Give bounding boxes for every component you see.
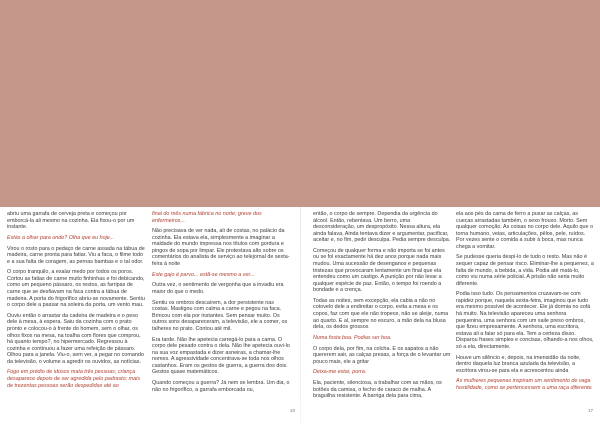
body-paragraph: ela aos pés da cama de ferro a puxar as calças, as cuecas arrastadas também, o sexo frouxo. Morto. Sem qualquer comoção. As coisas no corpo dele. Aquilo que o torna humano, veias, articulações, pêlos, pele, ruídos. Por vezes sente o comida a subir à boca, mas nunca chega a vomitar.: [456, 211, 593, 250]
article-spread: [0, 211, 600, 424]
pull-quote-paragraph: Este gajo é parvo... estã-se mesmo a ver...: [152, 271, 255, 278]
body-paragraph: Podia isso tudo. Os pensamentos cruzavam-se com rapidez porque, naquela sexta-feira, imaginou que tudo era mesmo possível de acontecer. Ele já dormia no sofá há muito. Na televisão apareceu uma senhora pequenina, uma senhora com um xaile preso ombros, que fizeu empresamente. A senhora, uma escritora, estava ali a falar só para ela. Tem a certeza disso. Disparou frases simples e concisas, olhando-a nos olhos, só a ela, directamente.: [456, 291, 594, 350]
body-paragraph: abriu uma garrafa de cerveja preta e começou por emborcá-la ali mesmo na cozinha. Ela fixou-o por um instante.: [7, 211, 135, 231]
body-paragraph: Sentiu os ombros descaírem, a dor persistente nas costas. Mastigou com calma a carne e pegou na faca. Brincou com ela por instantes. Sem pensar muito. Os outros sons desapareceram, a televisão, ele a comer, os talheres no prato. Contou até mil.: [152, 299, 288, 332]
pull-quote-paragraph: Fogo em prédio de idosos mata três pessoas; criança desaparece depois de ser agredida pelo padrasto; mais de trezentas pessoas serão despedidas até ao: [7, 369, 141, 389]
header-photo-band: [0, 0, 600, 207]
body-paragraph: Outra vez, o sentimento de vergonha que a invadiu era maior do que o medo.: [152, 282, 284, 296]
body-paragraph: Todas as noites, sem excepção, ela cabia a não no cotovelo dele a endireitar o corpo, evita a mesa e os copos, faz com que ele não tropece, não se aleije, numa ao quarto. E al, sempre no escuro, a mão dela na blusa dela, os dedos grossos: [313, 297, 449, 331]
body-paragraph: Se pudesse queria despi-lo de tudo o resto. Mas não é sequer capaz de pensar risco. Eliminar-lhe a pequenez, a falta de mundo, a bebida, a vida. Podia até matá-lo, como viu numa série policial. A prisão não seria muito diferente.: [456, 254, 594, 287]
body-paragraph: Virou o rosto para o pedaço de carne assada na tábua de madeira, carne pronta para fatiar. Viu a faca, o filme todo e a sua falta de coragem, as pernas bambas e o tal odor.: [7, 245, 145, 265]
text-column-2: [152, 211, 290, 421]
pull-quote-paragraph: Numa fosta boa. Podias ser boa.: [313, 334, 392, 341]
body-paragraph: Quando começou a guerra? Já nem se lembra. Um dia, o não no frigorífico, a garrafa emborcada ou,: [152, 380, 290, 393]
body-paragraph: Houve um silêncio e, depois, na imensidão da noite, dentro daquela luz branca azulada da televisão, a escritora virou-se para ela e acrescentou ainda: [456, 354, 581, 374]
body-paragraph: Começou de qualquer forma e não importa se foi antes ou se foi exactamente há dez anos porque nada mais mudou. Uma sucessão de desenganos e pequenas tristezas que provocaram lentamente um final que ela entendeu como um castigo. A punição por não levar a qualquer espécie de paz. Então, o tempo foi roendo a bondade e a crença.: [313, 247, 445, 294]
body-paragraph: Não precisava de ver nada, ali de costas, no palácio da cozinha. Ela estava ela, simplesmente a imaginar a maldade do mundo impressa nos títulos com gordura e pingos de sopa por limpar. Ele protestava alto sobre os comentários do analista de serviço ao telejornal de sexta-feira à noite: [152, 228, 290, 268]
text-column-4: [456, 211, 594, 421]
pull-quote-paragraph: As mulheres pequenas inspiram um sentimento de vaga hostilidade, como se pertencessem a uma raça diferente.: [456, 378, 593, 391]
body-paragraph: Ouviu então o arrastar da cadeira de madeira e o peso dele à mesa, à espera. Saiu da cozinha com o prato pronto e colocou-o à frente do homem, sem o olhar, os olhos fixos na mesa, na toalha com flores que comprou, há quanto tempo?, no hipermercado. Regressou à cozinha e continuou a fazer uma refeição de pássaro. Olhou para a janela. Viu-o, sem ver, a pegar no comando da televisão, o volume a agredir os ouvidos, as notícias.: [7, 312, 144, 365]
pull-quote-paragraph: Estás a olhar para onde? Olha que eu hoje...: [7, 234, 115, 241]
body-paragraph: então, o corpo de sempre. Dependia da urgência do álcool. Então, rebentava. Um berro, uma desconsideração, um despropósito. Nessa altura, ela ainda falava. Ainda tentava dizer e argumentar, pacificar, aceitar e, no fim, pedir desculpa. Pedia sempre desculpa.: [313, 211, 451, 244]
body-paragraph: O corpo dela, por fim, na colcha. E os sapatos a não quererem sair, as calças presas, a força de o levantar um pouco mais, ele a gritar: [313, 345, 451, 365]
page-number-right: 17: [588, 408, 594, 413]
text-column-3: [313, 211, 451, 421]
body-paragraph: O corpo tranquilo, a exalar medo por todos os poros. Cortou as fatias de carne muito finhinhas e foi debicando, como um pequeno pássaro, os restos, as farripas de carne que se desfiavam na faca contra a tábua de madeira. A porta do frigorífico abriu-se novamente. Sentiu o corpo dele a passar na soleira da porta, um vento mau.: [7, 269, 145, 309]
body-paragraph: Era tarde. Não lhe apetecia carregá-lo para a cama. O corpo dele pesado contra o dela. Não lhe apetecia ouvi-lo na sua voz empastada e dizer asneiras, a chamar-lhe nomes. A agressividade concentrava-se toda nos olhos castanhos. Eram os gestos de guerra, a guerra dos dois. Gestos quase matemáticos.: [152, 336, 290, 376]
text-column-1: [7, 211, 145, 421]
body-paragraph: Ela, paciente, silenciosa, a trabalhar com as mãos, os botões da camisa, o fecho de caraco de malha. A braguilha resistente. A barriga dela para cima,: [313, 380, 442, 400]
pull-quote-paragraph: final do mês numa fábrica no norte; greve dos enfermeiros...: [152, 211, 262, 224]
page-number-left: 10: [290, 408, 296, 413]
pull-quote-paragraph: Deixa-me estar, porra.: [313, 369, 367, 376]
